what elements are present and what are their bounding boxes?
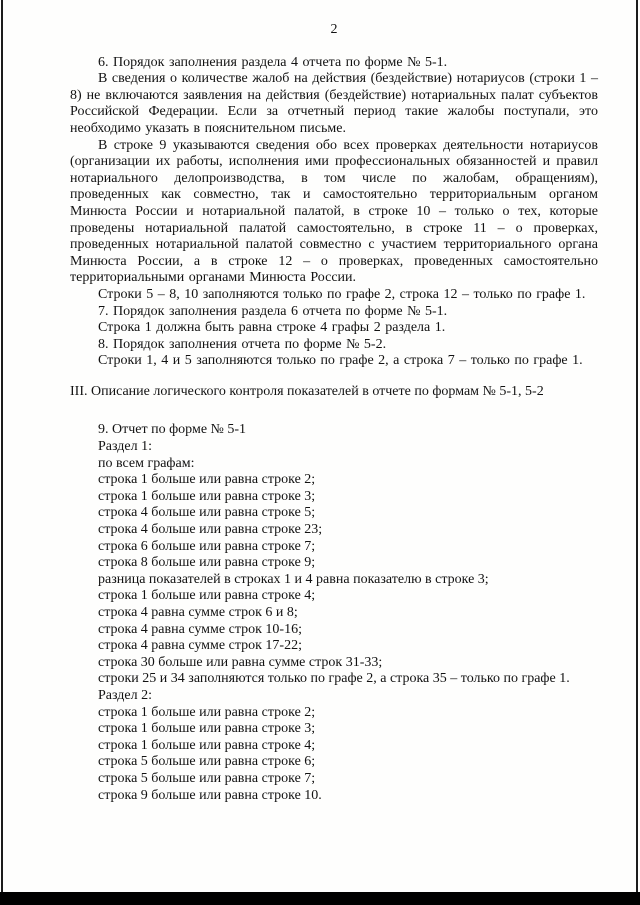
control-rule-line: строка 5 больше или равна строке 7;: [98, 770, 316, 786]
control-rule-line: строки 25 и 34 заполняются только по графе 2, а строка 35 – только по графе 1.: [98, 671, 570, 687]
control-rule-line: строка 5 больше или равна строке 6;: [98, 754, 316, 770]
control-rule-line: строка 4 больше или равна строке 5;: [98, 505, 316, 521]
paragraph-complaints-info: В сведения о количестве жалоб на действия (бездействие) нотариусов (строки 1 – 8) не включаются заявления на действия (бездействие) нотариальных палат субъектов Российской Федерации. Если за отчетный период такие жалобы поступали, это необходимо указать в пояснительном письме.: [70, 71, 598, 136]
paragraph-item-7: 7. Порядок заполнения раздела 6 отчета по форме № 5-1.: [98, 303, 448, 319]
control-rule-line: строка 4 равна сумме строк 6 и 8;: [98, 605, 298, 620]
control-rule-line: строка 1 больше или равна строке 2;: [98, 472, 316, 488]
control-rule-line: строка 4 равна сумме строк 17-22;: [98, 638, 302, 654]
section-heading-logical-control: III. Описание логического контроля показателей в отчете по формам № 5-1, 5-2: [70, 383, 544, 399]
control-rule-line: строка 9 больше или равна строке 10.: [98, 787, 322, 803]
scan-edge-left: [1, 0, 3, 905]
control-line-all-columns: по всем графам:: [98, 455, 195, 471]
paragraph-row-9-checks: В строке 9 указываются сведения обо всех проверках деятельности нотариусов (организации их работы, исполнения ими профессиональных обязанностей и правил нотариального делопроизводства, в том числе по жалобам, обращениям), проведенных как совместно, так и самостоятельно территориальным органом Минюста России и нотариальной палатой, в строке 10 – только о тех, которые проведены нотариальной палатой самостоятельно, в строке 11 – о проверках, проведенных нотариальной палатой совместно с участием территориального органа Минюста России, а в строке 12 – о проверках, проведенных самостоятельно территориальными органами Минюста России.: [70, 137, 598, 286]
control-rule-line: строка 6 больше или равна строке 7;: [98, 538, 316, 554]
control-line-report-5-1: 9. Отчет по форме № 5-1: [98, 422, 247, 438]
control-rule-line: строка 30 больше или равна сумме строк 31-33;: [98, 654, 383, 670]
control-rule-line: строка 1 больше или равна строке 4;: [98, 588, 316, 604]
paragraph-item-6: 6. Порядок заполнения раздела 4 отчета по форме № 5-1.: [98, 54, 448, 70]
control-rule-line: строка 4 больше или равна строке 23;: [98, 522, 323, 538]
control-rule-line: строка 1 больше или равна строке 2;: [98, 704, 316, 720]
control-rule-line: строка 8 больше или равна строке 9;: [98, 555, 316, 571]
paragraph-rows-1-4-5: Строки 1, 4 и 5 заполняются только по графе 2, а строка 7 – только по графе 1.: [98, 353, 583, 369]
control-rule-line: строка 4 равна сумме строк 10-16;: [98, 621, 302, 637]
page-content: [70, 22, 598, 804]
control-rule-line: строка 1 больше или равна строке 4;: [98, 737, 316, 753]
scan-edge-right: [636, 0, 638, 905]
paragraph-item-8: 8. Порядок заполнения отчета по форме № 5-2.: [98, 336, 387, 352]
paragraph-row-1-equal: Строка 1 должна быть равна строке 4 графы 2 раздела 1.: [98, 320, 446, 336]
control-line-section-2: Раздел 2:: [98, 687, 152, 703]
control-rule-line: строка 1 больше или равна строке 3;: [98, 488, 316, 504]
control-rule-line: разница показателей в строках 1 и 4 равна показателю в строке 3;: [98, 571, 489, 587]
page-number: 2: [330, 22, 338, 37]
control-line-section-1: Раздел 1:: [98, 439, 152, 455]
control-rule-line: строка 1 больше или равна строке 3;: [98, 721, 316, 737]
paragraph-rows-5-8: Строки 5 – 8, 10 заполняются только по графе 2, строка 12 – только по графе 1.: [98, 286, 586, 302]
scan-edge-bottom: [0, 892, 640, 905]
